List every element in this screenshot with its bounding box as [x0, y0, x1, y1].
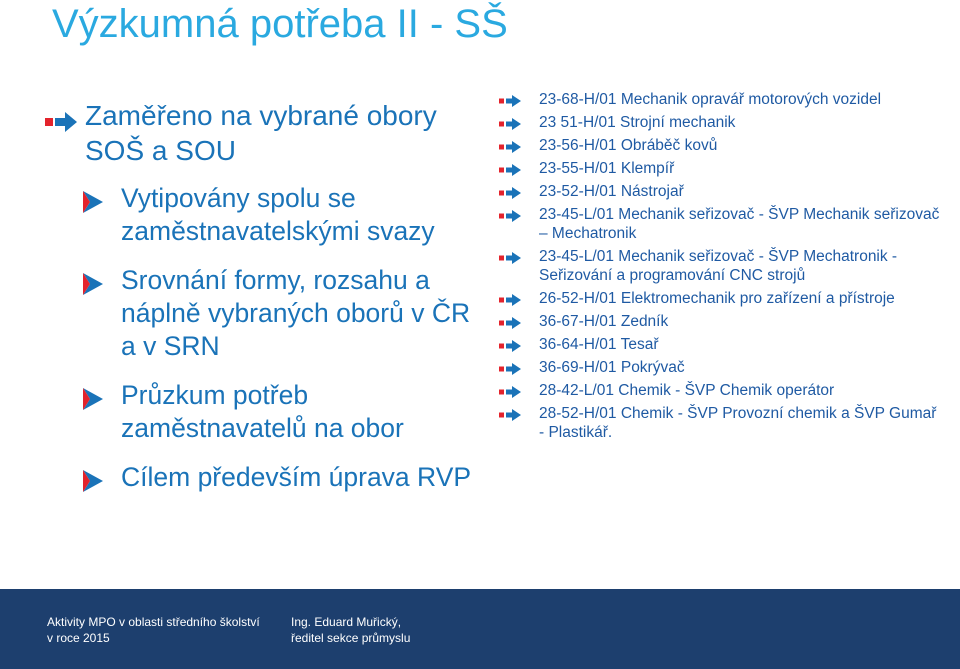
list-item [497, 159, 942, 178]
list-item-text: 36-67-H/01 Zedník [539, 313, 669, 330]
list-item-text: 23-45-L/01 Mechanik seřizovač - ŠVP Mechatronik - Seřizování a programování CNC strojů [539, 248, 898, 284]
chevron-right-icon [83, 188, 103, 221]
list-item [497, 289, 942, 308]
list-item-text: 28-52-H/01 Chemik - ŠVP Provozní chemik a ŠVP Gumař - Plastikář. [539, 405, 937, 441]
list-item [497, 113, 942, 132]
footer-author-line2: ředitel sekce průmyslu [291, 631, 411, 645]
list-item [497, 136, 942, 155]
sub-point [83, 182, 475, 248]
sub-point-text: Vytipovány spolu se zaměstnavatelskými svazy [121, 183, 435, 246]
list-item [497, 182, 942, 201]
list-item-text: 26-52-H/01 Elektromechanik pro zařízení a přístroje [539, 290, 895, 307]
list-item-text: 23-68-H/01 Mechanik opravář motorových vozidel [539, 91, 882, 108]
arrow-right-icon [45, 105, 77, 140]
list-item-text: 36-64-H/01 Tesař [539, 336, 659, 353]
footer-author-line1: Ing. Eduard Muřický, [291, 615, 402, 629]
slide-title: Výzkumná potřeba II - SŠ [52, 2, 508, 46]
chevron-right-icon [83, 385, 103, 418]
arrow-right-icon [499, 361, 521, 380]
arrow-right-icon [499, 162, 521, 181]
list-item-text: 23-52-H/01 Nástrojař [539, 183, 684, 200]
main-point [45, 98, 475, 168]
list-item [497, 381, 942, 400]
arrow-right-icon [499, 208, 521, 227]
list-item [497, 247, 942, 285]
sub-point [83, 461, 475, 494]
list-item-text: 36-69-H/01 Pokrývač [539, 359, 685, 376]
main-point-text: Zaměřeno na vybrané obory SOŠ a SOU [85, 100, 437, 166]
chevron-right-icon [83, 467, 103, 500]
list-item [497, 404, 942, 442]
list-item-text: 28-42-L/01 Chemik - ŠVP Chemik operátor [539, 382, 835, 399]
arrow-right-icon [499, 185, 521, 204]
arrow-right-icon [499, 116, 521, 135]
list-item [497, 335, 942, 354]
arrow-right-icon [499, 292, 521, 311]
arrow-right-icon [499, 93, 521, 112]
arrow-right-icon [499, 250, 521, 269]
sub-point-text: Cílem především úprava RVP [121, 462, 472, 492]
sub-point-list [83, 182, 475, 494]
list-item-text: 23-45-L/01 Mechanik seřizovač - ŠVP Mechanik seřizovač – Mechatronik [539, 206, 940, 242]
arrow-right-icon [499, 384, 521, 403]
list-item [497, 358, 942, 377]
arrow-right-icon [499, 338, 521, 357]
sub-point [83, 264, 475, 363]
footer-author-info [291, 614, 511, 646]
arrow-right-icon [499, 407, 521, 426]
list-item-text: 23-56-H/01 Obráběč kovů [539, 137, 718, 154]
list-item [497, 205, 942, 243]
field-list [497, 90, 942, 446]
list-item-text: 23-55-H/01 Klempíř [539, 160, 675, 177]
sub-point [83, 379, 475, 445]
list-item-text: 23 51-H/01 Strojní mechanik [539, 114, 736, 131]
footer-bar [0, 589, 960, 669]
chevron-right-icon [83, 270, 103, 303]
list-item [497, 90, 942, 109]
footer-event-line2: v roce 2015 [47, 631, 110, 645]
arrow-right-icon [499, 315, 521, 334]
sub-point-text: Průzkum potřeb zaměstnavatelů na obor [121, 380, 404, 443]
footer-event-info [47, 614, 267, 646]
footer-event-line1: Aktivity MPO v oblasti středního školství [47, 615, 260, 629]
arrow-right-icon [499, 139, 521, 158]
sub-point-text: Srovnání formy, rozsahu a náplně vybraných oborů v ČR a v SRN [121, 265, 471, 361]
list-item [497, 312, 942, 331]
left-column [45, 98, 475, 510]
